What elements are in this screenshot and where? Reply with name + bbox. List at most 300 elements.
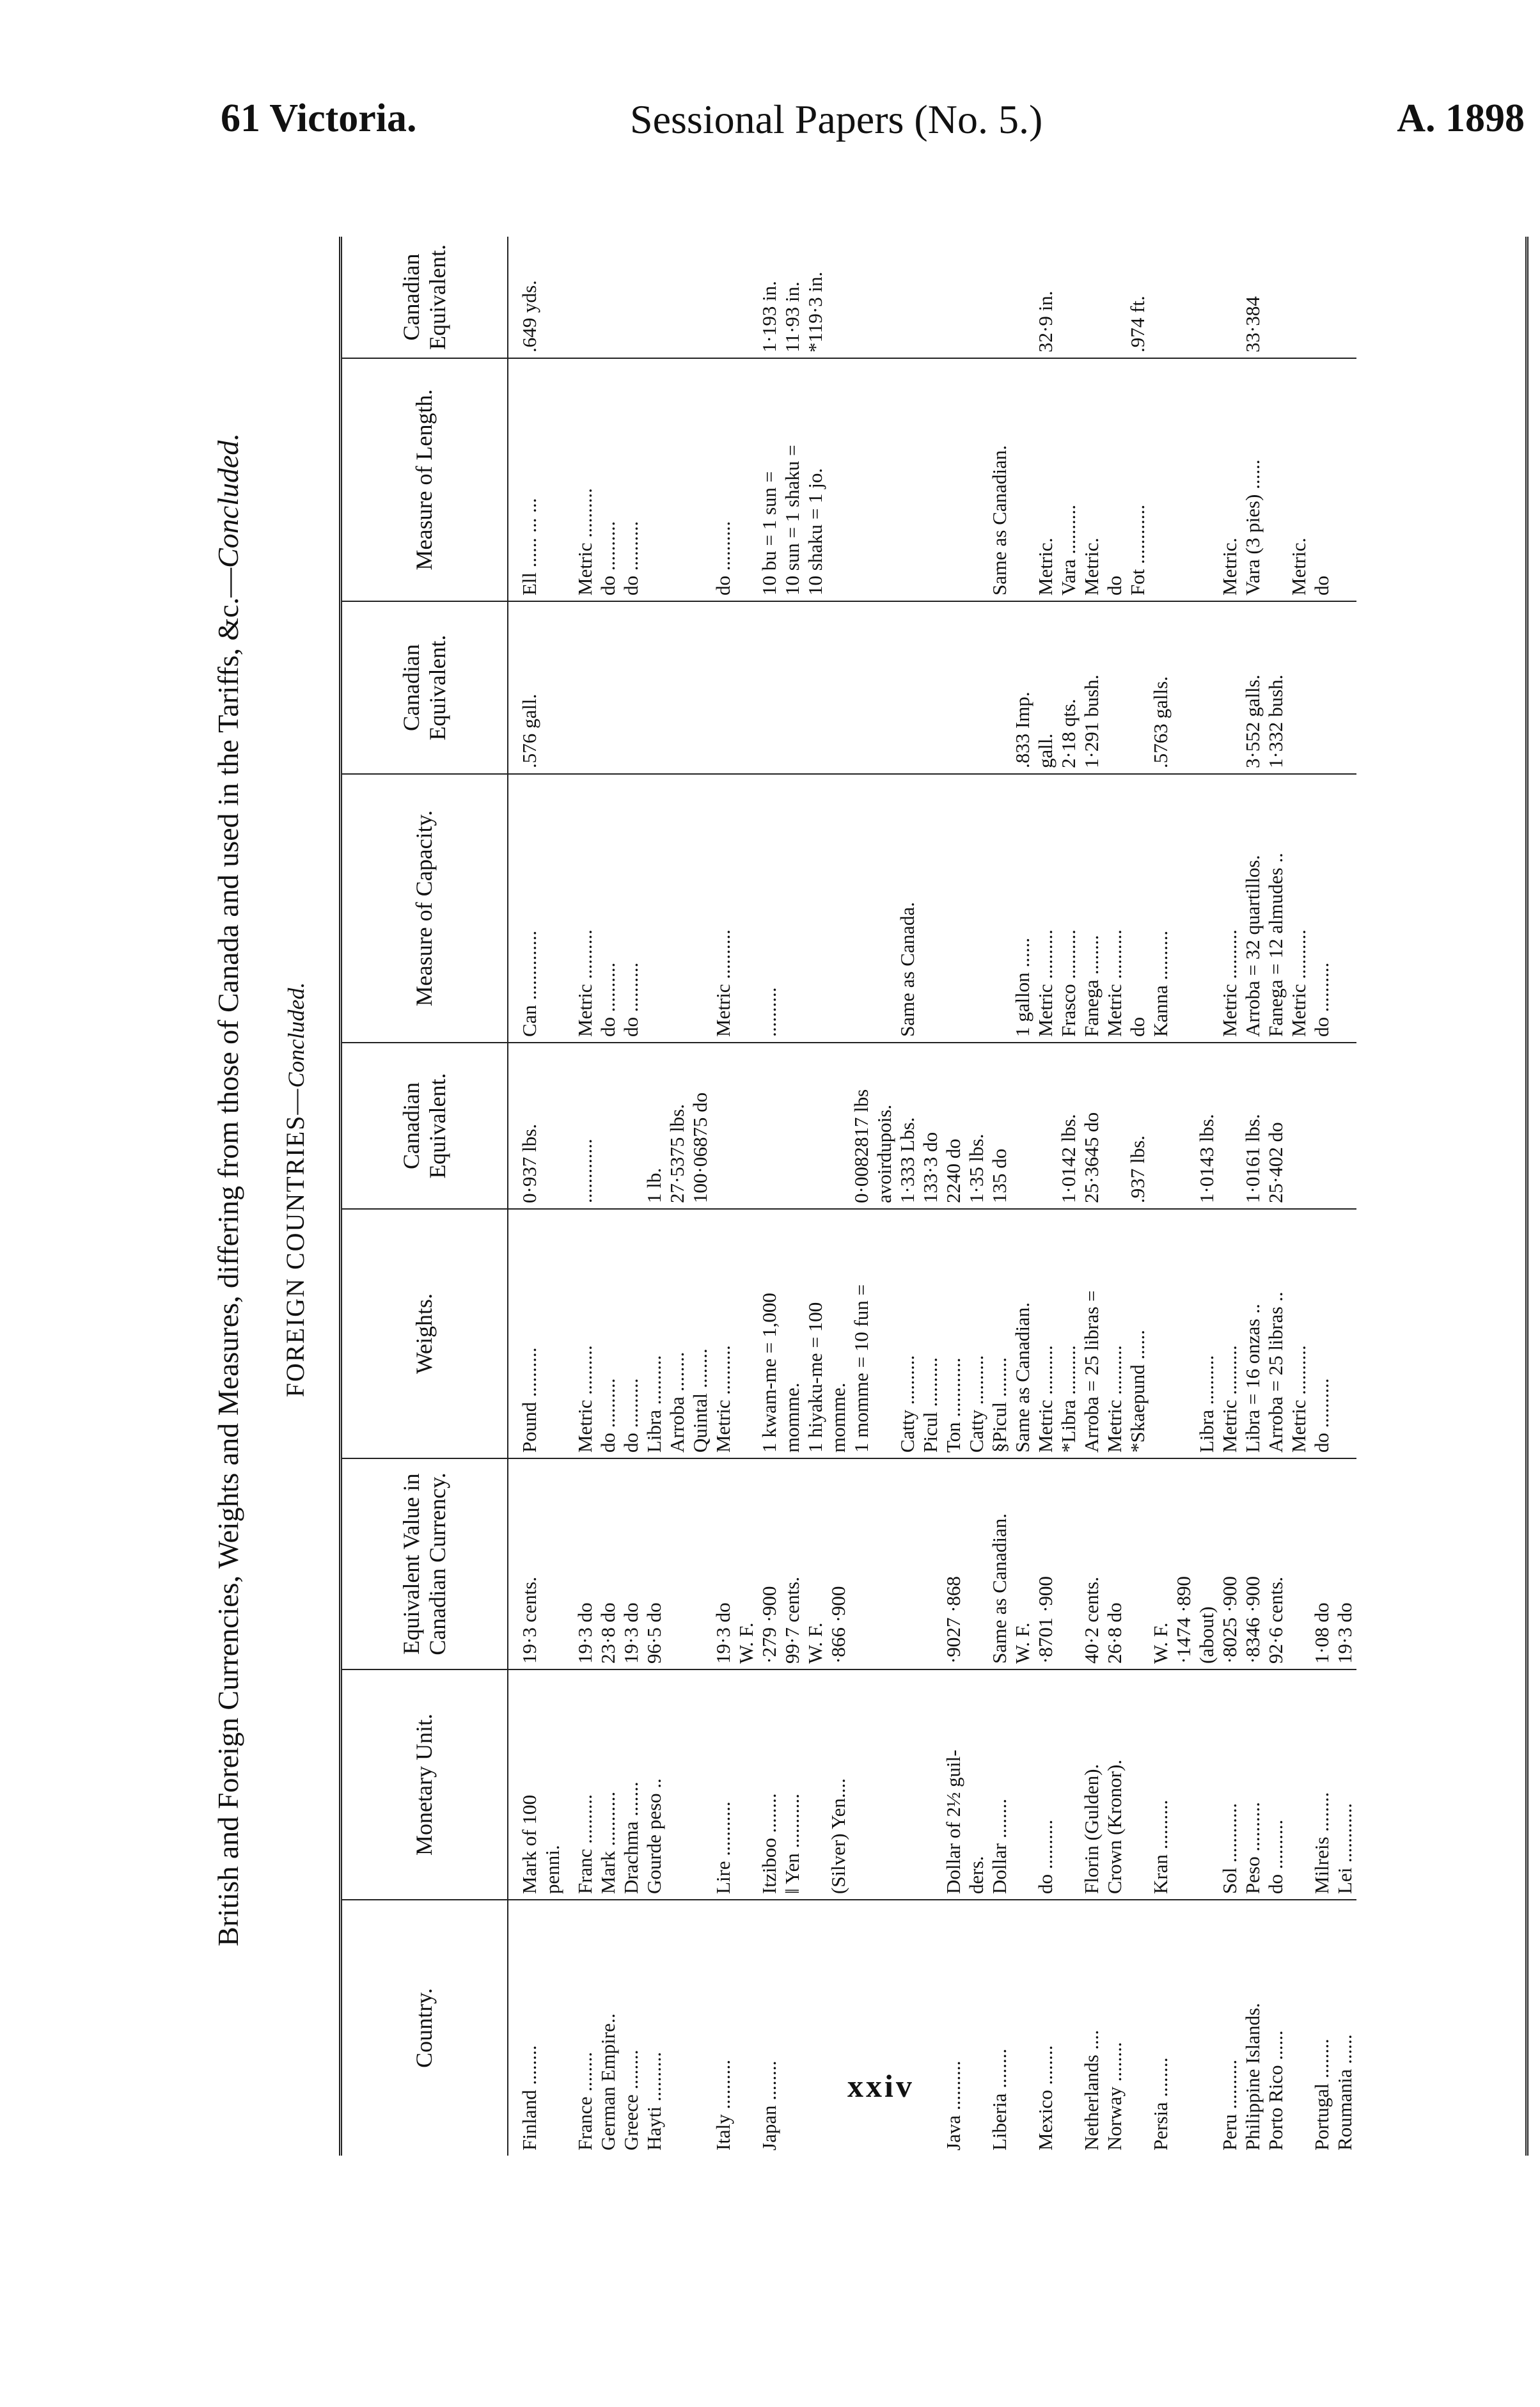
table-cell (1011, 358, 1034, 601)
table-cell (965, 358, 988, 601)
table-cell (804, 1043, 827, 1209)
table-cell (597, 237, 620, 358)
table-cell (735, 1043, 758, 1209)
table-cell (1195, 1900, 1218, 2156)
table-cell: do .......... (597, 358, 620, 601)
table-cell (1195, 237, 1218, 358)
table-cell (1287, 601, 1310, 774)
table-cell: 27·5375 lbs. (666, 1043, 689, 1209)
table-cell (896, 237, 919, 358)
table-cell (1310, 237, 1333, 358)
table-cell (643, 358, 666, 601)
table-cell (620, 1043, 643, 1209)
table-cell (643, 774, 666, 1043)
table-cell (1149, 1209, 1172, 1458)
table-cell: Same as Canadian. (1011, 1209, 1034, 1458)
table-cell: ............. (564, 1043, 597, 1209)
table-cell: Finland ........ (508, 1900, 541, 2156)
table-cell (689, 358, 712, 601)
table-cell: Porto Rico ...... (1264, 1900, 1287, 2156)
table-cell: 23·8 do (597, 1458, 620, 1669)
table-cell: Liberia ........ (988, 1900, 1011, 2156)
table-cell (988, 237, 1011, 358)
table-cell: ·8701 ·900 (1034, 1458, 1057, 1669)
table-cell: 1·08 do (1310, 1458, 1333, 1669)
table-cell (850, 1669, 873, 1900)
table-cell: Same as Canadian. (988, 358, 1011, 601)
table-row (896, 237, 919, 2156)
table-cell: Metric. (1218, 358, 1241, 601)
table-cell: Hayti .......... (643, 1900, 666, 2156)
table-cell: Crown (Kronor). (1103, 1669, 1126, 1900)
column-header: Measure of Capacity. (342, 774, 508, 1043)
table-cell: (about) (1195, 1458, 1218, 1669)
table-cell: ·8025 ·900 (1218, 1458, 1241, 1669)
table-cell (781, 774, 804, 1043)
table-cell (1218, 601, 1241, 774)
table-cell (1333, 1043, 1356, 1209)
table-cell: Libra = 16 onzas .. (1241, 1209, 1264, 1458)
table-cell: Ell ...... ... ... (508, 358, 541, 601)
running-header-left: 61 Victoria. (221, 97, 417, 140)
table-cell: Metric .......... (1218, 1209, 1241, 1458)
table-cell (1057, 1669, 1080, 1900)
table-cell (1126, 601, 1149, 774)
table-cell (965, 1900, 988, 2156)
table-cell: Gourde peso .. (643, 1669, 666, 1900)
table-cell: Catty .......... (965, 1209, 988, 1458)
table-cell (896, 1900, 919, 2156)
table-row (1126, 237, 1149, 2156)
table-cell: 3·552 galls. (1241, 601, 1264, 774)
table-cell (666, 358, 689, 601)
table-row (666, 237, 689, 2156)
table-cell: 133·3 do (919, 1043, 942, 1209)
table-cell (1011, 1900, 1034, 2156)
table-cell: 1·0143 lbs. (1195, 1043, 1218, 1209)
table-cell: .5763 galls. (1149, 601, 1172, 774)
column-header: Canadian Equivalent. (342, 237, 508, 358)
table-cell: 1·193 in. (758, 281, 780, 352)
table-row (508, 237, 541, 2156)
table-cell: 25·3645 do (1080, 1043, 1103, 1209)
table-cell: Metric. (1034, 358, 1057, 601)
table-cell: Florin (Gulden). (1080, 1669, 1103, 1900)
table-cell: 1 kwam-me = 1,000 (758, 1209, 781, 1458)
table-cell (541, 1209, 564, 1458)
table-cell: Netherlands .... (1080, 1900, 1103, 2156)
table-cell: Fanega ........ (1080, 774, 1103, 1043)
table-cell: Portugal ........ (1310, 1900, 1333, 2156)
table-cell (1264, 358, 1287, 601)
table-cell (1287, 1900, 1310, 2156)
table-cell: 2·18 qts. (1057, 601, 1080, 774)
table-cell: 0·0082817 lbs (850, 1043, 873, 1209)
table-cell (804, 601, 827, 774)
table-cell: *119·3 in. (804, 271, 826, 352)
table-cell: 19·3 do (712, 1458, 735, 1669)
table-cell: do .......... (712, 358, 735, 601)
table-cell: 1·0142 lbs. (1057, 1043, 1080, 1209)
table-cell: §Picul ........ (988, 1209, 1011, 1458)
table-cell (919, 1900, 942, 2156)
table-cell (827, 774, 850, 1043)
table-cell (689, 1458, 712, 1669)
table-cell (919, 237, 942, 358)
table-cell: Metric. (1287, 358, 1310, 601)
table-row (1172, 237, 1195, 2156)
table-cell: ·9027 ·868 (942, 1458, 965, 1669)
table-cell (850, 237, 873, 358)
table-cell: Libra .......... (643, 1209, 666, 1458)
landscape-page (211, 211, 1528, 2168)
table-cell (965, 601, 988, 774)
table-row (827, 237, 850, 2156)
table-row (564, 237, 597, 2156)
table-row (781, 237, 804, 2156)
table-cell (1126, 1458, 1149, 1669)
table-cell (666, 601, 689, 774)
table-cell (620, 601, 643, 774)
table-cell: Picul .......... (919, 1209, 942, 1458)
table-cell (712, 237, 735, 358)
table-cell (827, 601, 850, 774)
table-cell (564, 237, 597, 358)
table-cell (1218, 237, 1241, 358)
table-cell (1149, 1043, 1172, 1209)
table-cell (689, 601, 712, 774)
table-cell: 10 sun = 1 shaku = (781, 358, 804, 601)
table-cell (689, 237, 712, 358)
table-cell (850, 358, 873, 601)
table-cell (919, 358, 942, 601)
table-row (597, 237, 620, 2156)
table-cell: Same as Canadian. (988, 1458, 1011, 1669)
table-row (689, 237, 712, 2156)
table-row (735, 237, 758, 2156)
table-cell: *Libra .......... (1057, 1209, 1080, 1458)
table-cell: 1 hiyaku-me = 100 (804, 1209, 827, 1458)
table-cell: Metric .......... (564, 1209, 597, 1458)
table-cell: do .......... (620, 774, 643, 1043)
table-cell: 0·937 lbs. (508, 1043, 541, 1209)
table-cell (827, 358, 850, 601)
table-cell: *Skaepund ...... (1126, 1209, 1149, 1458)
table-cell (850, 774, 873, 1043)
table-cell: do .......... (620, 1209, 643, 1458)
table-cell (1103, 1043, 1126, 1209)
table-row (1034, 237, 1057, 2156)
table-cell: 1·0161 lbs. (1241, 1043, 1264, 1209)
table-cell: 19·3 do (564, 1458, 597, 1669)
currency-table (339, 237, 1528, 2156)
table-cell (919, 1669, 942, 1900)
table-cell (1287, 1669, 1310, 1900)
table-cell: Ton ............ (942, 1209, 965, 1458)
table-cell (1011, 1043, 1034, 1209)
table-cell (919, 601, 942, 774)
table-cell: do (1103, 358, 1126, 601)
table-cell (804, 774, 827, 1043)
table-cell (965, 1458, 988, 1669)
table-cell (758, 601, 781, 774)
table-cell: do .......... (1310, 774, 1333, 1043)
table-cell (1057, 1900, 1080, 2156)
table-cell: Sol ............ (1218, 1669, 1241, 1900)
table-title-main: British and Foreign Currencies, Weights and Measures, differing from those of Canada and used in the Tariffs, &c.— (212, 567, 244, 1946)
table-cell: do .......... (597, 1209, 620, 1458)
table-cell: Roumania ...... (1333, 1900, 1356, 2156)
table-cell: 33·384 (1241, 296, 1264, 352)
table-cell (1172, 1043, 1195, 1209)
table-cell (1172, 237, 1195, 358)
table-row (942, 237, 965, 2156)
table-cell (988, 601, 1011, 774)
table-cell (1264, 237, 1287, 358)
table-cell (712, 601, 735, 774)
table-cell (1103, 237, 1126, 358)
table-cell: 19·3 do (620, 1458, 643, 1669)
table-cell: Dollar ........ (988, 1669, 1011, 1900)
table-row (1310, 237, 1333, 2156)
table-cell (643, 237, 666, 358)
table-cell (1149, 358, 1172, 601)
table-cell: .......... (758, 774, 781, 1043)
table-cell (850, 1458, 873, 1669)
table-cell: Mark of 100 (508, 1669, 541, 1900)
table-cell (1011, 1669, 1034, 1900)
table-row (758, 237, 781, 2156)
table-cell (965, 237, 988, 358)
table-cell (1310, 601, 1333, 774)
table-cell: Mexico ........ (1034, 1900, 1057, 2156)
table-cell: ·279 ·900 (758, 1458, 781, 1669)
table-cell: France ........ (564, 1900, 597, 2156)
table-cell (873, 774, 896, 1043)
table-cell: Vara .......... (1057, 358, 1080, 601)
table-cell: ·8346 ·900 (1241, 1458, 1264, 1669)
table-cell: 100·06875 do (689, 1043, 712, 1209)
table-row (1241, 237, 1264, 2156)
table-cell: Quintal ........ (689, 1209, 712, 1458)
table-cell: 1·291 bush. (1080, 601, 1103, 774)
table-header-row (342, 237, 508, 2156)
table-cell: Catty .......... (896, 1209, 919, 1458)
table-cell: do (1126, 774, 1149, 1043)
table-cell: 1 gallon ...... (1011, 774, 1034, 1043)
table-cell (1195, 601, 1218, 774)
table-cell: Peso .......... (1241, 1669, 1264, 1900)
table-row (541, 237, 564, 2156)
table-cell (597, 1043, 620, 1209)
table-cell (541, 358, 564, 601)
table-row (643, 237, 666, 2156)
table-cell: 92·6 cents. (1264, 1458, 1287, 1669)
table-cell: Kran .......... (1149, 1669, 1172, 1900)
table-row (988, 237, 1011, 2156)
table-cell: Vara (3 pies) ...... (1241, 358, 1264, 601)
table-cell (1287, 1043, 1310, 1209)
table-row (1287, 237, 1310, 2156)
table-cell (541, 1900, 564, 2156)
table-cell: do .......... (1264, 1669, 1287, 1900)
table-cell (942, 774, 965, 1043)
table-body (508, 237, 1356, 2156)
table-cell (689, 1669, 712, 1900)
table-cell (873, 237, 896, 358)
table-cell: do .......... (1034, 1669, 1057, 1900)
table-cell (873, 601, 896, 774)
table-cell (919, 1458, 942, 1669)
table-cell: Norway ........ (1103, 1900, 1126, 2156)
table-cell: .833 Imp. (1011, 601, 1034, 774)
table-cell (666, 1458, 689, 1669)
table-cell (942, 237, 965, 358)
table-cell: 10 bu = 1 sun = (758, 358, 781, 601)
table-cell: Drachma ....... (620, 1669, 643, 1900)
table-cell (1057, 1458, 1080, 1669)
table-cell: Arroba = 32 quartillos. (1241, 774, 1264, 1043)
table-cell: Arroba = 25 libras = (1080, 1209, 1103, 1458)
table-cell (735, 774, 758, 1043)
table-cell: Italy .......... (712, 1900, 735, 2156)
table-cell (1333, 601, 1356, 774)
table-cell (1287, 237, 1310, 358)
table-cell (1172, 1669, 1195, 1900)
table-cell (541, 1458, 564, 1669)
table-cell: 1·332 bush. (1264, 601, 1287, 774)
table-cell (1310, 1043, 1333, 1209)
table-cell: 135 do (988, 1043, 1011, 1209)
table-cell: 1 lb. (643, 1043, 666, 1209)
table-row (1103, 237, 1126, 2156)
table-cell: do .......... (620, 358, 643, 601)
table-cell: Same as Canada. (896, 774, 919, 1043)
table-cell: 99·7 cents. (781, 1458, 804, 1669)
table-subtitle (280, 211, 310, 2168)
table-cell (965, 774, 988, 1043)
table-cell: ·1474 ·890 (1172, 1458, 1195, 1669)
column-header: Measure of Length. (342, 358, 508, 601)
table-cell: Libra .......... (1195, 1209, 1218, 1458)
table-cell: momme. (781, 1209, 804, 1458)
table-cell (1034, 1043, 1057, 1209)
table-cell: Metric .......... (1103, 774, 1126, 1043)
table-cell (1195, 774, 1218, 1043)
table-cell (735, 601, 758, 774)
table-cell: Itziboo ........ (758, 1669, 781, 1900)
table-cell: 96·5 do (643, 1458, 666, 1669)
table-cell (541, 237, 564, 358)
table-cell: 1·333 Lbs. (896, 1043, 919, 1209)
table-cell (666, 1900, 689, 2156)
column-header: Canadian Equivalent. (342, 601, 508, 774)
table-cell: Mark ........... (597, 1669, 620, 1900)
running-header-right: A. 1898 (1397, 97, 1525, 140)
table-cell (873, 358, 896, 601)
table-cell (1333, 358, 1356, 601)
table-row (1057, 237, 1080, 2156)
table-cell (988, 774, 1011, 1043)
table-cell (666, 237, 689, 358)
table-row (1333, 237, 1356, 2156)
table-cell: gall. (1034, 601, 1057, 774)
column-header: Equivalent Value in Canadian Currency. (342, 1458, 508, 1669)
table-cell: 19·3 do (1333, 1458, 1356, 1669)
table-cell: 40·2 cents. (1080, 1458, 1103, 1669)
table-cell (1011, 237, 1034, 358)
table-cell (564, 601, 597, 774)
table-cell: ‖ Yen ........... (781, 1669, 804, 1900)
table-cell: Arroba = 25 libras .. (1264, 1209, 1287, 1458)
table-cell: Metric .......... (564, 774, 597, 1043)
table-cell (942, 601, 965, 774)
table-cell (896, 601, 919, 774)
table-cell: do .......... (1310, 1209, 1333, 1458)
table-cell: 1·35 lbs. (965, 1043, 988, 1209)
table-cell (1172, 1900, 1195, 2156)
table-cell: Pound .......... (508, 1209, 541, 1458)
table-cell (620, 237, 643, 358)
table-cell (850, 1900, 873, 2156)
table-cell: W. F. (804, 1458, 827, 1669)
table-cell: Persia ........ (1149, 1900, 1172, 2156)
table-cell (827, 1900, 850, 2156)
table-cell: Philippine Islands. (1241, 1900, 1264, 2156)
table-cell: do .......... (597, 774, 620, 1043)
table-cell (1057, 237, 1080, 358)
table-cell: Dollar of 2½ guil- (942, 1669, 965, 1900)
table-cell: ders. (965, 1669, 988, 1900)
table-cell (850, 601, 873, 774)
table-cell (643, 601, 666, 774)
table-cell (1218, 1043, 1241, 1209)
table-cell (1172, 774, 1195, 1043)
table-cell: Arroba ........ (666, 1209, 689, 1458)
table-cell (896, 358, 919, 601)
table-cell (758, 1043, 781, 1209)
table-cell: Metric .......... (1287, 1209, 1310, 1458)
table-cell (1287, 1458, 1310, 1669)
table-row (965, 237, 988, 2156)
running-header-center: Sessional Papers (No. 5.) (630, 97, 1043, 142)
table-cell (689, 1900, 712, 2156)
table-cell (1333, 774, 1356, 1043)
table-cell: Metric .......... (712, 1209, 735, 1458)
table-row (1264, 237, 1287, 2156)
table-cell (666, 774, 689, 1043)
table-row (620, 237, 643, 2156)
table-cell (873, 1209, 896, 1458)
table-row (1080, 237, 1103, 2156)
table-cell: Metric .......... (1103, 1209, 1126, 1458)
table-cell (827, 1043, 850, 1209)
table-cell: Kanna .......... (1149, 774, 1172, 1043)
table-cell: .937 lbs. (1126, 1043, 1149, 1209)
table-cell: 19·3 cents. (508, 1458, 541, 1669)
page-number: xxiv (847, 2068, 915, 2104)
table-cell: Metric .......... (712, 774, 735, 1043)
table-cell (919, 774, 942, 1043)
table-subtitle-concluded: Concluded. (283, 982, 309, 1088)
table-row (850, 237, 873, 2156)
table-cell (1172, 358, 1195, 601)
table-cell (873, 1458, 896, 1669)
table-row (712, 237, 735, 2156)
table-cell: .974 ft. (1126, 296, 1149, 352)
table-cell (1126, 1900, 1149, 2156)
table-cell: (Silver) Yen.... (827, 1669, 850, 1900)
